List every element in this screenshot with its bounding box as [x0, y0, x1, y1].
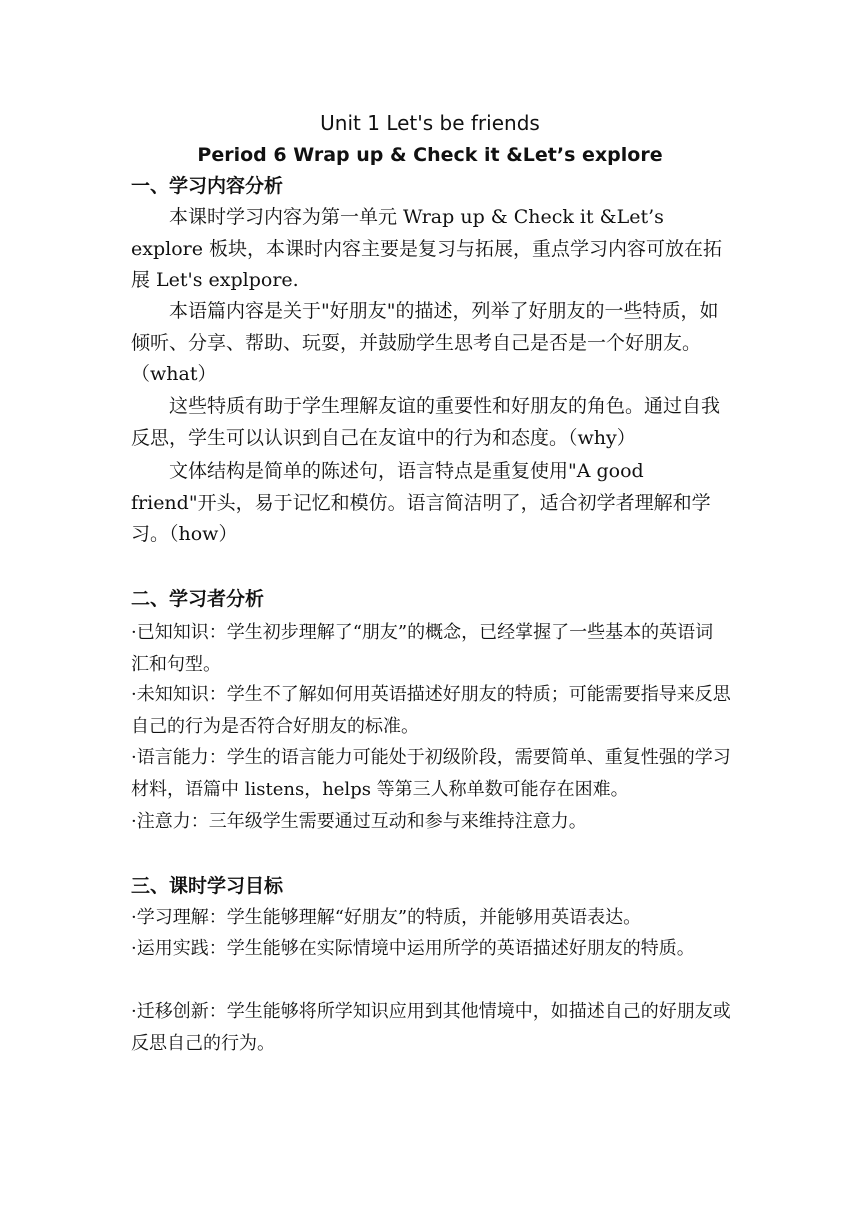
list-item-known-knowledge: ·已知知识：学生初步理解了“朋友”的概念，已经掌握了一些基本的英语词汇和句型。 [131, 622, 714, 675]
paragraph-why: 这些特质有助于学生理解友谊的重要性和好朋友的角色。通过自我反思，学生可以认识到自己在友谊中的行为和态度。（why） [131, 395, 721, 449]
list-item-transfer-innovation: ·迁移创新：学生能够将所学知识应用到其他情境中，如描述自己的好朋友或反思自己的行为。 [131, 1001, 731, 1054]
paragraph-what: 本语篇内容是关于"好朋友"的描述，列举了好朋友的一些特质，如倾听、分享、帮助、玩耍，并鼓励学生思考自己是否是一个好朋友。（what） [131, 300, 719, 385]
list-item-language-ability: ·语言能力：学生的语言能力可能处于初级阶段，需要简单、重复性强的学习材料，语篇中 listens，helps 等第三人称单数可能存在困难。 [131, 747, 731, 800]
list-item-unknown-knowledge: ·未知知识：学生不了解如何用英语描述好朋友的特质；可能需要指导来反思自己的行为是否符合好朋友的标准。 [131, 684, 731, 737]
list-item-learning-understanding: ·学习理解：学生能够理解“好朋友”的特质，并能够用英语表达。 [131, 907, 642, 928]
list-item-attention: ·注意力：三年级学生需要通过互动和参与来维持注意力。 [131, 811, 587, 832]
list-item-practice: ·运用实践：学生能够在实际情境中运用所学的英语描述好朋友的特质。 [131, 938, 695, 959]
paragraph-how: 文体结构是简单的陈述句，语言特点是重复使用"A good friend"开头，易于记忆和模仿。语言简洁明了，适合初学者理解和学习。（how） [131, 460, 711, 545]
document-title: Unit 1 Let's be friends [320, 111, 540, 135]
section-heading-learner-analysis: 二、学习者分析 [131, 588, 265, 610]
section-heading-learning-objectives: 三、课时学习目标 [131, 875, 284, 897]
document-subtitle: Period 6 Wrap up & Check it &Let’s explore [197, 144, 663, 166]
section-heading-content-analysis: 一、学习内容分析 [131, 175, 284, 197]
paragraph-content-overview: 本课时学习内容为第一单元 Wrap up & Check it &Let’s explore 板块，本课时内容主要是复习与拓展，重点学习内容可放在拓展 Let's explpore. [131, 206, 723, 291]
